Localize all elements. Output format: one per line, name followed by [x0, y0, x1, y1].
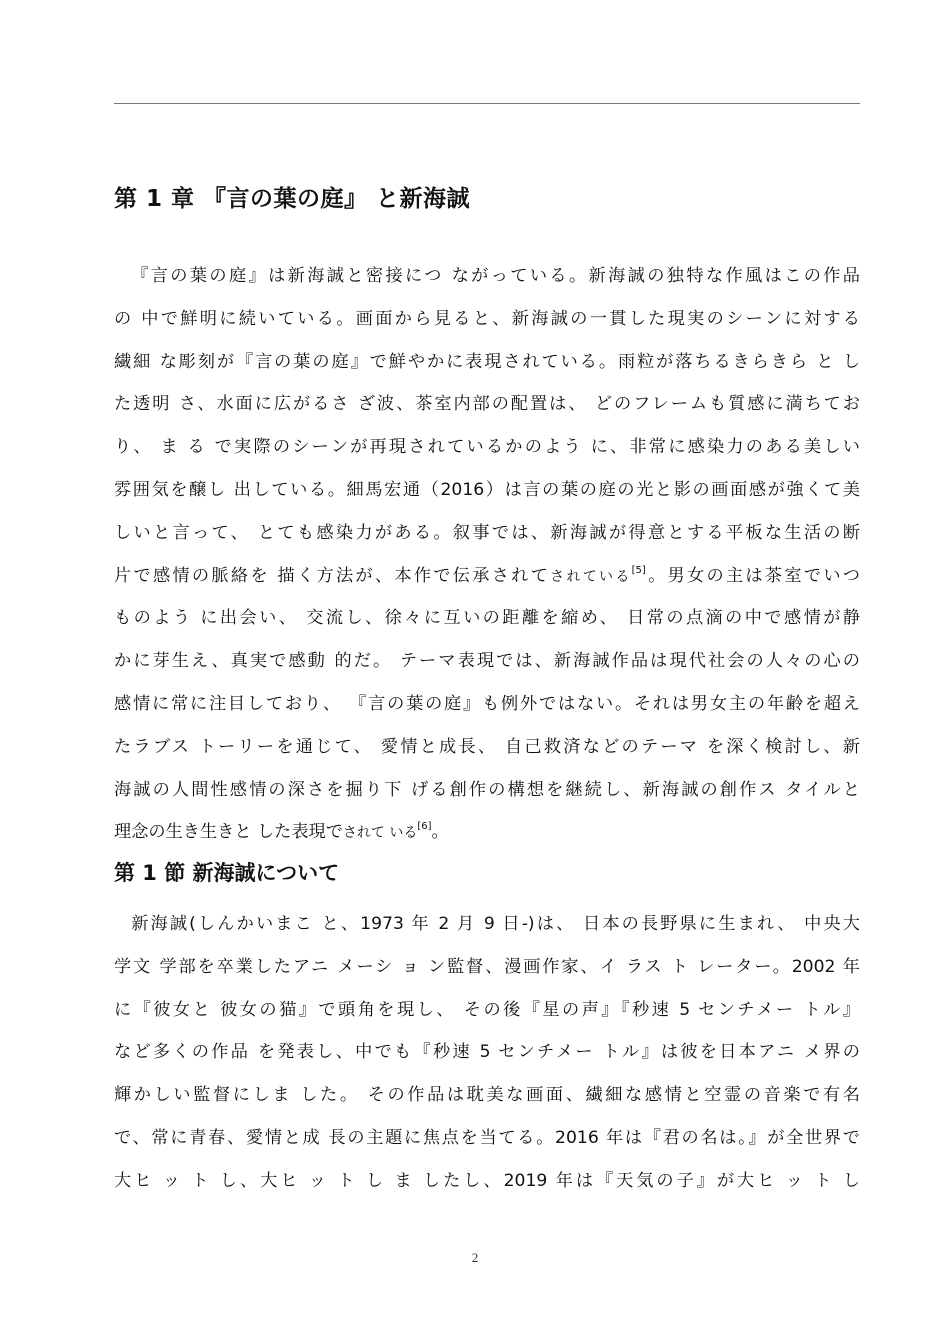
text-line: 学文 学部を卒業したアニ メーシ ョ ン監督、漫画作家、イ ラス ト レーター。2002 年 [114, 956, 860, 977]
text-segment-small: されている [550, 568, 632, 585]
text-line: の 中で鮮明に続いている。画面から見ると、新海誠の一貫した現実のシーンに対する [114, 308, 860, 329]
text-line: 輝かしい監督にしま した。 その作品は耽美な画面、繊細な感情と空霊の音楽で有名 [114, 1085, 860, 1106]
text-line: たラブス トーリーを通じて、 愛情と成長、 自己救済などのテーマ を深く検討し、新 [114, 736, 860, 757]
text-line: で、常に青春、愛情と成 長の主題に焦点を当てる。2016 年は『君の名は。』が全世界で [114, 1127, 860, 1148]
text-segment: 。 [431, 822, 449, 843]
text-line: しいと言って、 とても感染力がある。叙事では、新海誠が得意とする平板な生活の断 [114, 522, 860, 543]
text-line: など多くの作品 を発表し、中でも『秒速 5 センチメー トル』は彼を日本アニ メ界の [114, 1042, 860, 1063]
text-line: 新海誠(しんかいまこ と、1973 年 2 月 9 日-)は、 日本の長野県に生まれ、 中央大 [131, 914, 860, 934]
paragraph-2 [114, 903, 860, 1203]
text-segment-small: されて いる [342, 825, 418, 842]
citation-marker: [6] [417, 821, 432, 833]
text-segment: 片で感情の脈絡を 描く方法が、本作で伝承されて [114, 565, 551, 586]
text-line: 繊細 な彫刻が『言の葉の庭』で鮮やかに表現されている。雨粒が落ちるきらきら と し [114, 351, 860, 372]
text-segment: 。男女の主は茶室でいつ [645, 565, 860, 586]
text-line: た透明 さ、水面に広がるさ ざ波、茶室内部の配置は、 どのフレームも質感に満ちてお [114, 394, 860, 415]
text-line: に『彼女と 彼女の猫』で頭角を現し、 その後『星の声』『秒速 5 センチメー トル』 [114, 999, 860, 1020]
paragraph-1 [114, 255, 860, 854]
text-line: 『言の葉の庭』は新海誠と密接につ ながっている。新海誠の独特な作風はこの作品 [131, 266, 860, 286]
text-line: かに芽生え、真実で感動 的だ。 テーマ表現では、新海誠作品は現代社会の人々の心の [114, 651, 860, 672]
page-number: 2 [471, 1250, 479, 1265]
text-line: 感情に常に注目しており、 『言の葉の庭』も例外ではない。それは男女主の年齢を超え [114, 693, 860, 714]
text-line: 海誠の人間性感情の深さを掘り下 げる創作の構想を継続し、新海誠の創作ス タイルと [114, 779, 860, 800]
citation-marker: [5] [631, 564, 646, 576]
text-line-with-citation [114, 555, 860, 598]
header-rule [114, 103, 860, 104]
section-title: 第 1 節 新海誠について [114, 861, 340, 885]
text-line: ものよう に出会い、 交流し、徐々に互いの距離を縮め、 日常の点滴の中で感情が静 [114, 608, 860, 629]
text-line-with-citation [114, 811, 860, 854]
text-line: り、 ま る で実際のシーンが再現されているかのよう に、非常に感染力のある美しい [114, 437, 860, 458]
chapter-title: 第 1 章 『言の葉の庭』 と新海誠 [114, 186, 471, 212]
text-line: 雰囲気を醸し 出している。細馬宏通（2016）は言の葉の庭の光と影の画面感が強くて美 [114, 479, 860, 500]
text-segment: 理念の生き生きと した表現で [114, 822, 343, 843]
text-line: 大ヒ ッ ト し、大ヒ ッ ト し ま したし、2019 年は『天気の子』が大ヒ ッ ト し [114, 1170, 860, 1191]
